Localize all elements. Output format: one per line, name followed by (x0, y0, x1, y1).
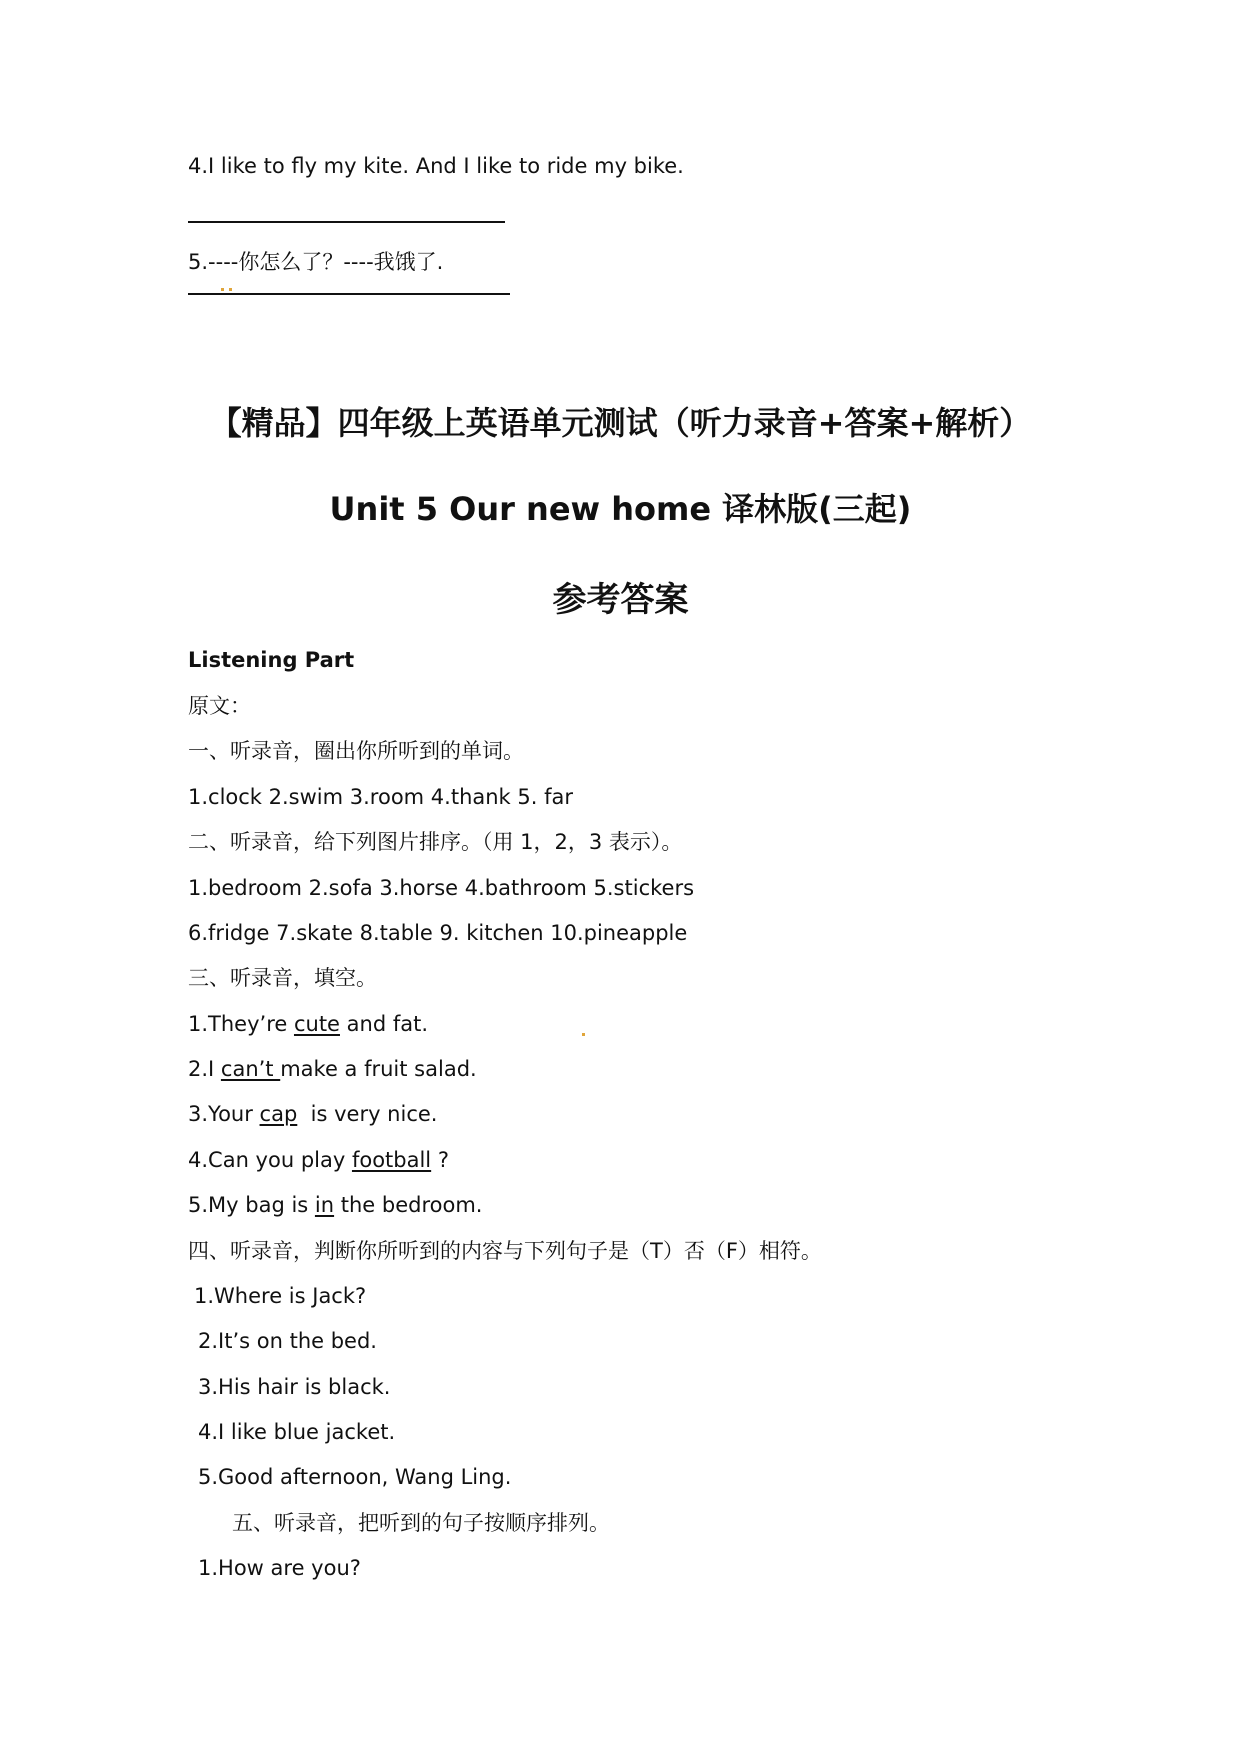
document-subtitle: Unit 5 Our new home 译林版(三起) (329, 490, 912, 528)
scan-speck (221, 288, 224, 291)
section-2-row-2: 6.fridge 7.skate 8.table 9. kitchen 10.pineapple (188, 921, 688, 945)
section-4-item: 2.It’s on the bed. (198, 1329, 377, 1353)
section-5-title: 五、听录音，把听到的句子按顺序排列。 (232, 1511, 610, 1535)
scan-speck (582, 1033, 585, 1036)
document-title: 【精品】四年级上英语单元测试（听力录音+答案+解析） (209, 404, 1032, 442)
blank-3-suffix: is very nice. (297, 1102, 438, 1126)
section-4-item: 4.I like blue jacket. (198, 1420, 396, 1444)
blank-5-answer: in (314, 1193, 335, 1217)
section-1-items: 1.clock 2.swim 3.room 4.thank 5. far (188, 785, 574, 809)
fill-blank-1 (188, 1010, 428, 1038)
section-2-title: 二、听录音，给下列图片排序。（用 1，2，3 表示）。 (188, 830, 683, 854)
blank-5-prefix: 5.My bag is (188, 1193, 315, 1217)
section-4-item: 3.His hair is black. (198, 1375, 391, 1399)
answer-line-5 (188, 293, 510, 295)
scan-speck (229, 288, 232, 291)
blank-1-answer: cute (293, 1012, 340, 1036)
section-5-item: 1.How are you? (198, 1556, 361, 1580)
blank-4-answer: football (351, 1148, 432, 1172)
answer-line-4 (188, 221, 505, 223)
fill-blank-4 (188, 1146, 449, 1174)
section-1-title: 一、听录音，圈出你所听到的单词。 (188, 739, 524, 763)
blank-1-suffix: and fat. (339, 1012, 429, 1036)
fill-blank-3 (188, 1100, 437, 1128)
answer-key-heading: 参考答案 (552, 580, 689, 620)
section-4-item: 1.Where is Jack? (194, 1284, 367, 1308)
blank-5-suffix: the bedroom. (334, 1193, 483, 1217)
section-4-item: 5.Good afternoon, Wang Ling. (198, 1465, 512, 1489)
question-5-text: 5.----你怎么了？----我饿了. (188, 250, 444, 274)
fill-blank-5 (188, 1191, 482, 1219)
section-2-row-1: 1.bedroom 2.sofa 3.horse 4.bathroom 5.stickers (188, 876, 695, 900)
blank-2-answer: can’t (220, 1057, 281, 1081)
section-3-title: 三、听录音，填空。 (188, 966, 377, 990)
blank-2-suffix: make a fruit salad. (280, 1057, 477, 1081)
blank-4-suffix: ? (431, 1148, 449, 1172)
question-4-text: 4.I like to fly my kite. And I like to ride my bike. (188, 154, 684, 178)
blank-3-prefix: 3.Your (188, 1102, 260, 1126)
blank-4-prefix: 4.Can you play (188, 1148, 352, 1172)
blank-3-answer: cap (259, 1102, 298, 1126)
blank-2-prefix: 2.I (188, 1057, 221, 1081)
transcript-label: 原文： (188, 694, 251, 718)
listening-part-heading: Listening Part (188, 648, 355, 672)
section-4-title: 四、听录音，判断你所听到的内容与下列句子是（T）否（F）相符。 (188, 1239, 822, 1263)
fill-blank-2 (188, 1055, 477, 1083)
blank-1-prefix: 1.They’re (188, 1012, 294, 1036)
